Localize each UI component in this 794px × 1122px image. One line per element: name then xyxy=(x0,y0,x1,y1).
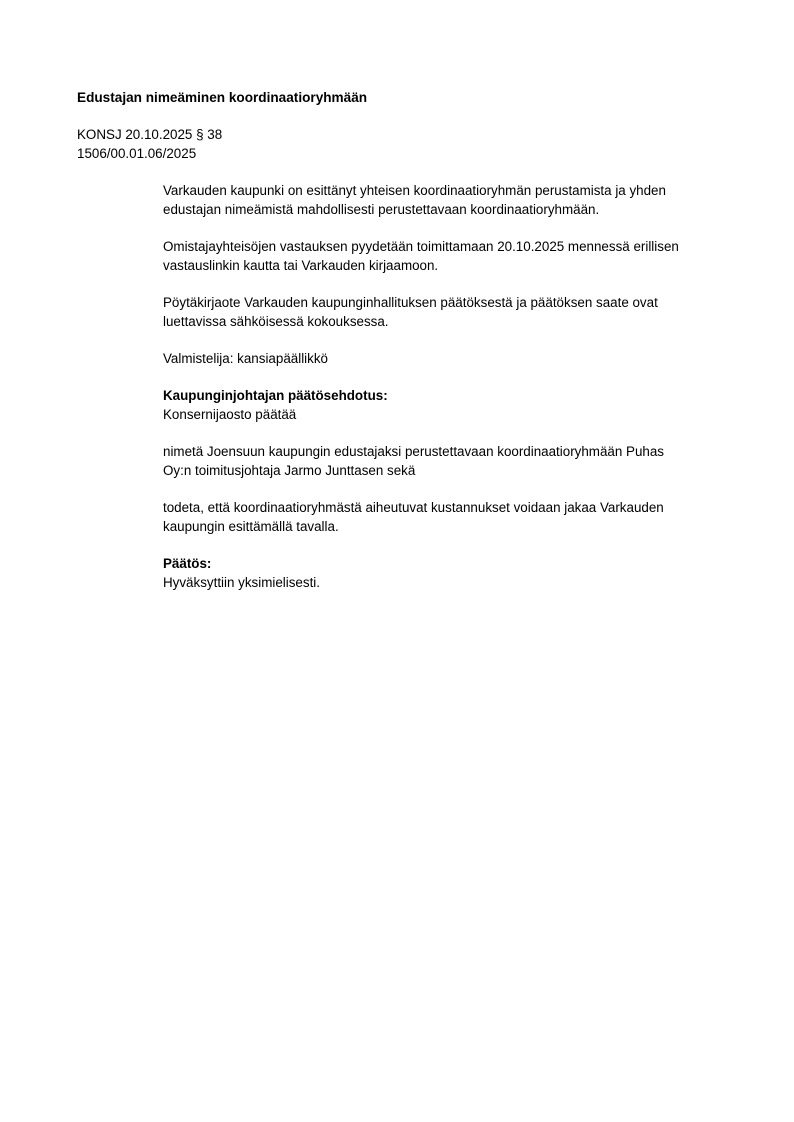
paragraph-line: Oy:n toimitusjohtaja Jarmo Junttasen sekä xyxy=(163,463,416,478)
paragraph-line: vastauslinkin kautta tai Varkauden kirjaamoon. xyxy=(163,258,439,273)
paragraph-attachments xyxy=(163,293,743,331)
paragraph-line: nimetä Joensuun kaupungin edustajaksi perustettavaan koordinaatioryhmään Puhas xyxy=(163,444,664,459)
document-title: Edustajan nimeäminen koordinaatioryhmään xyxy=(77,90,368,105)
record-id: 1506/00.01.06/2025 xyxy=(77,146,197,161)
decision-text: Hyväksyttiin yksimielisesti. xyxy=(163,575,320,590)
paragraph-preparer xyxy=(163,349,743,368)
paragraph-line: Omistajayhteisöjen vastauksen pyydetään toimittamaan 20.10.2025 mennessä erillisen xyxy=(163,239,679,254)
proposal-intro: Konsernijaosto päätää xyxy=(163,407,297,422)
proposal-heading: Kaupunginjohtajan päätösehdotus: xyxy=(163,388,388,403)
paragraph-response-request xyxy=(163,237,743,275)
paragraph-background xyxy=(163,181,743,219)
paragraph-line: luettavissa sähköisessä kokouksessa. xyxy=(163,314,389,329)
paragraph-line: edustajan nimeämistä mahdollisesti perustettavaan koordinaatioryhmään. xyxy=(163,202,600,217)
proposal-item-costs xyxy=(163,498,743,536)
document-body xyxy=(163,181,743,610)
decision-section xyxy=(163,554,743,592)
decision-heading: Päätös: xyxy=(163,556,212,571)
proposal-section xyxy=(163,386,743,424)
paragraph-line: todeta, että koordinaatioryhmästä aiheutuvat kustannukset voidaan jakaa Varkauden xyxy=(163,500,664,515)
paragraph-line: kaupungin esittämällä tavalla. xyxy=(163,519,339,534)
paragraph-line: Pöytäkirjaote Varkauden kaupunginhallituksen päätöksestä ja päätöksen saate ovat xyxy=(163,295,658,310)
paragraph-line: Valmistelija: kansiapäällikkö xyxy=(163,351,328,366)
document-meta xyxy=(77,125,222,163)
meeting-reference: KONSJ 20.10.2025 § 38 xyxy=(77,127,223,142)
proposal-item-appoint xyxy=(163,442,743,480)
paragraph-line: Varkauden kaupunki on esittänyt yhteisen koordinaatioryhmän perustamista ja yhden xyxy=(163,183,666,198)
